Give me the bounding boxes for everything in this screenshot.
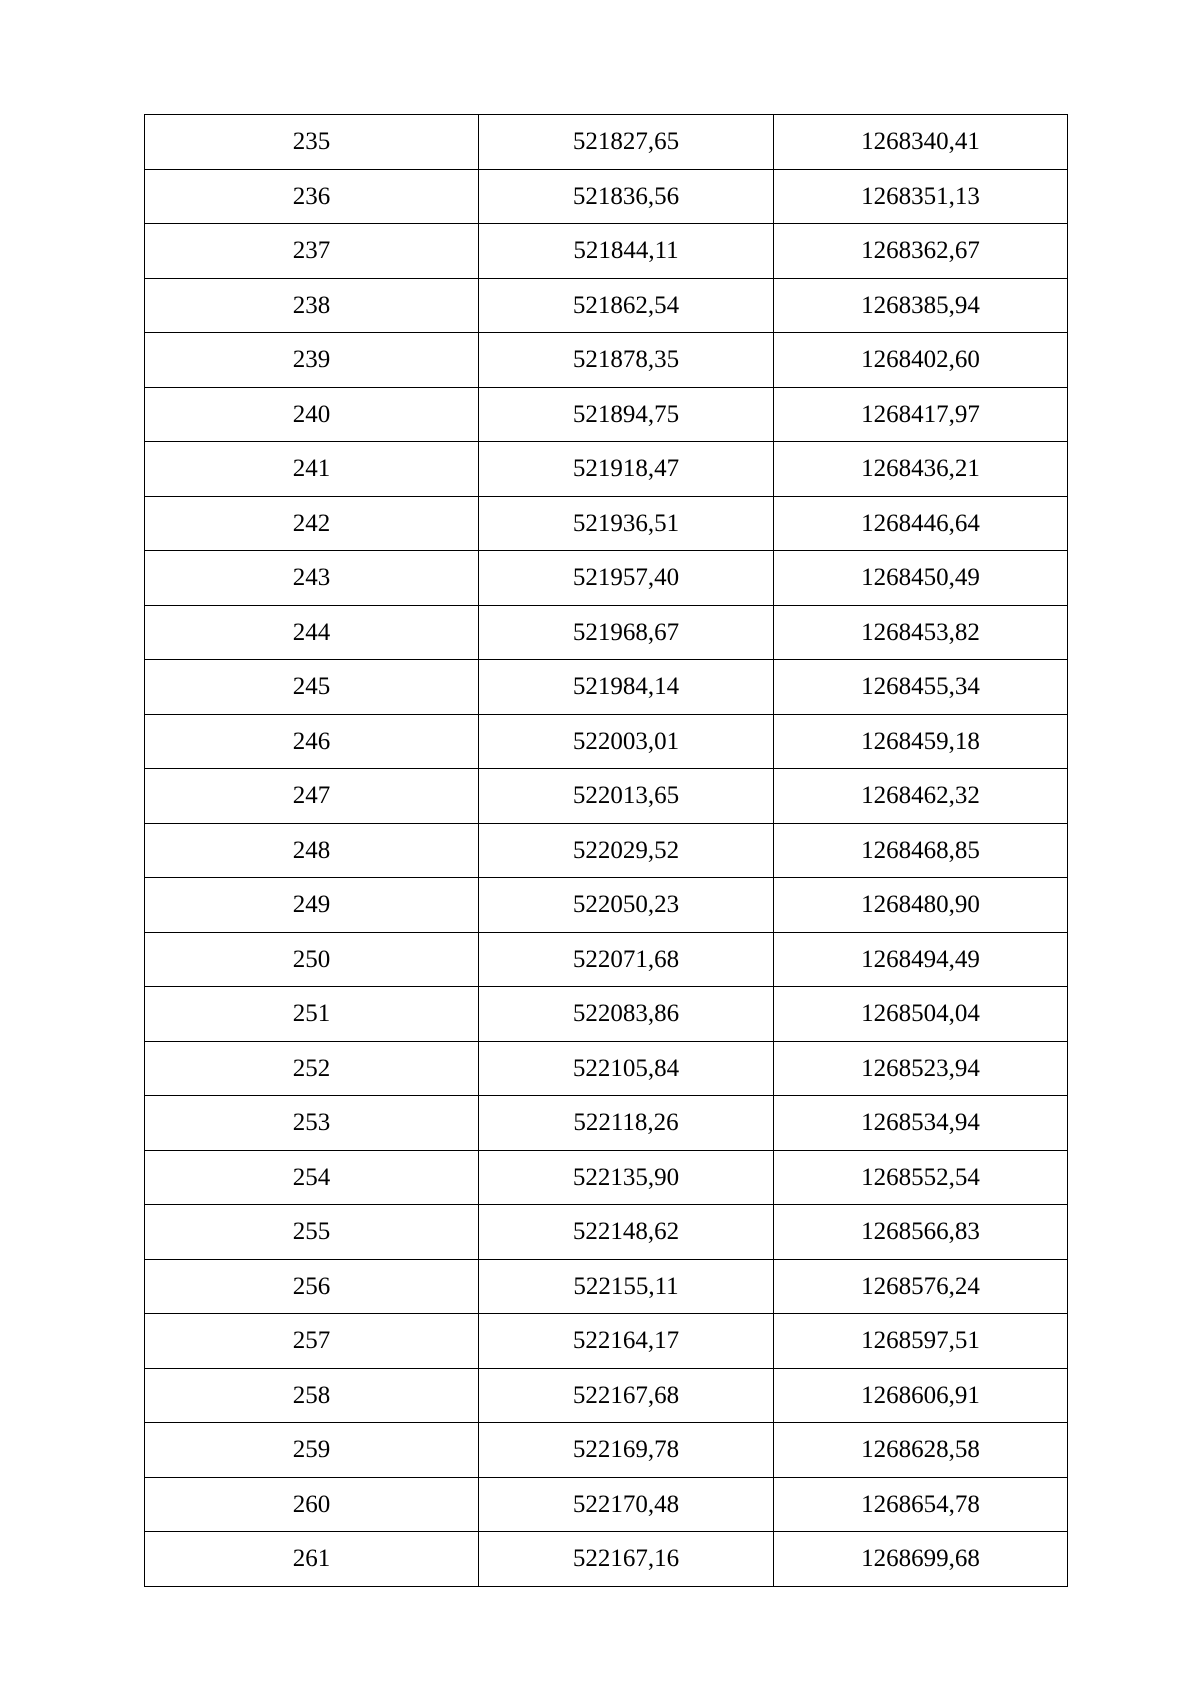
point-number-cell: 237 xyxy=(145,224,479,279)
point-number-cell: 244 xyxy=(145,605,479,660)
y-coordinate-cell: 1268450,49 xyxy=(774,551,1068,606)
table-row xyxy=(145,605,1068,660)
y-coordinate-cell: 1268523,94 xyxy=(774,1041,1068,1096)
x-coordinate-cell: 521827,65 xyxy=(479,115,774,170)
x-coordinate-cell: 521878,35 xyxy=(479,333,774,388)
y-coordinate-cell: 1268628,58 xyxy=(774,1423,1068,1478)
x-coordinate-cell: 522083,86 xyxy=(479,987,774,1042)
point-number-cell: 254 xyxy=(145,1150,479,1205)
y-coordinate-cell: 1268576,24 xyxy=(774,1259,1068,1314)
table-row xyxy=(145,115,1068,170)
x-coordinate-cell: 521984,14 xyxy=(479,660,774,715)
point-number-cell: 240 xyxy=(145,387,479,442)
x-coordinate-cell: 521936,51 xyxy=(479,496,774,551)
table-row xyxy=(145,551,1068,606)
point-number-cell: 255 xyxy=(145,1205,479,1260)
x-coordinate-cell: 522003,01 xyxy=(479,714,774,769)
y-coordinate-cell: 1268480,90 xyxy=(774,878,1068,933)
table-row xyxy=(145,1314,1068,1369)
table-row xyxy=(145,823,1068,878)
point-number-cell: 246 xyxy=(145,714,479,769)
y-coordinate-cell: 1268552,54 xyxy=(774,1150,1068,1205)
x-coordinate-cell: 521862,54 xyxy=(479,278,774,333)
point-number-cell: 257 xyxy=(145,1314,479,1369)
y-coordinate-cell: 1268453,82 xyxy=(774,605,1068,660)
y-coordinate-cell: 1268385,94 xyxy=(774,278,1068,333)
y-coordinate-cell: 1268654,78 xyxy=(774,1477,1068,1532)
x-coordinate-cell: 522050,23 xyxy=(479,878,774,933)
x-coordinate-cell: 521836,56 xyxy=(479,169,774,224)
y-coordinate-cell: 1268566,83 xyxy=(774,1205,1068,1260)
x-coordinate-cell: 522170,48 xyxy=(479,1477,774,1532)
x-coordinate-cell: 522167,16 xyxy=(479,1532,774,1587)
table-row xyxy=(145,1259,1068,1314)
y-coordinate-cell: 1268462,32 xyxy=(774,769,1068,824)
coordinates-table xyxy=(144,114,1068,1587)
x-coordinate-cell: 522105,84 xyxy=(479,1041,774,1096)
x-coordinate-cell: 522155,11 xyxy=(479,1259,774,1314)
table-row xyxy=(145,169,1068,224)
y-coordinate-cell: 1268504,04 xyxy=(774,987,1068,1042)
table-row xyxy=(145,224,1068,279)
y-coordinate-cell: 1268494,49 xyxy=(774,932,1068,987)
point-number-cell: 249 xyxy=(145,878,479,933)
point-number-cell: 251 xyxy=(145,987,479,1042)
table-row xyxy=(145,1096,1068,1151)
x-coordinate-cell: 521844,11 xyxy=(479,224,774,279)
y-coordinate-cell: 1268436,21 xyxy=(774,442,1068,497)
point-number-cell: 238 xyxy=(145,278,479,333)
point-number-cell: 241 xyxy=(145,442,479,497)
x-coordinate-cell: 521968,67 xyxy=(479,605,774,660)
y-coordinate-cell: 1268446,64 xyxy=(774,496,1068,551)
point-number-cell: 247 xyxy=(145,769,479,824)
x-coordinate-cell: 522029,52 xyxy=(479,823,774,878)
table-row xyxy=(145,1368,1068,1423)
point-number-cell: 245 xyxy=(145,660,479,715)
y-coordinate-cell: 1268606,91 xyxy=(774,1368,1068,1423)
x-coordinate-cell: 522169,78 xyxy=(479,1423,774,1478)
y-coordinate-cell: 1268351,13 xyxy=(774,169,1068,224)
y-coordinate-cell: 1268455,34 xyxy=(774,660,1068,715)
point-number-cell: 235 xyxy=(145,115,479,170)
point-number-cell: 248 xyxy=(145,823,479,878)
table-row xyxy=(145,660,1068,715)
table-row xyxy=(145,1423,1068,1478)
point-number-cell: 236 xyxy=(145,169,479,224)
table-row xyxy=(145,769,1068,824)
table-row xyxy=(145,442,1068,497)
x-coordinate-cell: 521918,47 xyxy=(479,442,774,497)
x-coordinate-cell: 521957,40 xyxy=(479,551,774,606)
table-row xyxy=(145,1150,1068,1205)
coordinates-table-body xyxy=(145,115,1068,1587)
point-number-cell: 239 xyxy=(145,333,479,388)
y-coordinate-cell: 1268340,41 xyxy=(774,115,1068,170)
y-coordinate-cell: 1268534,94 xyxy=(774,1096,1068,1151)
x-coordinate-cell: 522148,62 xyxy=(479,1205,774,1260)
x-coordinate-cell: 522013,65 xyxy=(479,769,774,824)
table-row xyxy=(145,987,1068,1042)
x-coordinate-cell: 522071,68 xyxy=(479,932,774,987)
y-coordinate-cell: 1268402,60 xyxy=(774,333,1068,388)
table-row xyxy=(145,387,1068,442)
point-number-cell: 250 xyxy=(145,932,479,987)
table-row xyxy=(145,932,1068,987)
y-coordinate-cell: 1268699,68 xyxy=(774,1532,1068,1587)
y-coordinate-cell: 1268597,51 xyxy=(774,1314,1068,1369)
point-number-cell: 259 xyxy=(145,1423,479,1478)
y-coordinate-cell: 1268468,85 xyxy=(774,823,1068,878)
table-row xyxy=(145,878,1068,933)
y-coordinate-cell: 1268417,97 xyxy=(774,387,1068,442)
point-number-cell: 253 xyxy=(145,1096,479,1151)
y-coordinate-cell: 1268459,18 xyxy=(774,714,1068,769)
x-coordinate-cell: 522167,68 xyxy=(479,1368,774,1423)
table-row xyxy=(145,1041,1068,1096)
point-number-cell: 256 xyxy=(145,1259,479,1314)
table-row xyxy=(145,333,1068,388)
point-number-cell: 243 xyxy=(145,551,479,606)
x-coordinate-cell: 521894,75 xyxy=(479,387,774,442)
table-row xyxy=(145,714,1068,769)
x-coordinate-cell: 522118,26 xyxy=(479,1096,774,1151)
table-row xyxy=(145,278,1068,333)
table-row xyxy=(145,1477,1068,1532)
point-number-cell: 242 xyxy=(145,496,479,551)
y-coordinate-cell: 1268362,67 xyxy=(774,224,1068,279)
point-number-cell: 261 xyxy=(145,1532,479,1587)
point-number-cell: 260 xyxy=(145,1477,479,1532)
point-number-cell: 258 xyxy=(145,1368,479,1423)
x-coordinate-cell: 522135,90 xyxy=(479,1150,774,1205)
table-row xyxy=(145,1532,1068,1587)
x-coordinate-cell: 522164,17 xyxy=(479,1314,774,1369)
point-number-cell: 252 xyxy=(145,1041,479,1096)
table-row xyxy=(145,1205,1068,1260)
table-row xyxy=(145,496,1068,551)
